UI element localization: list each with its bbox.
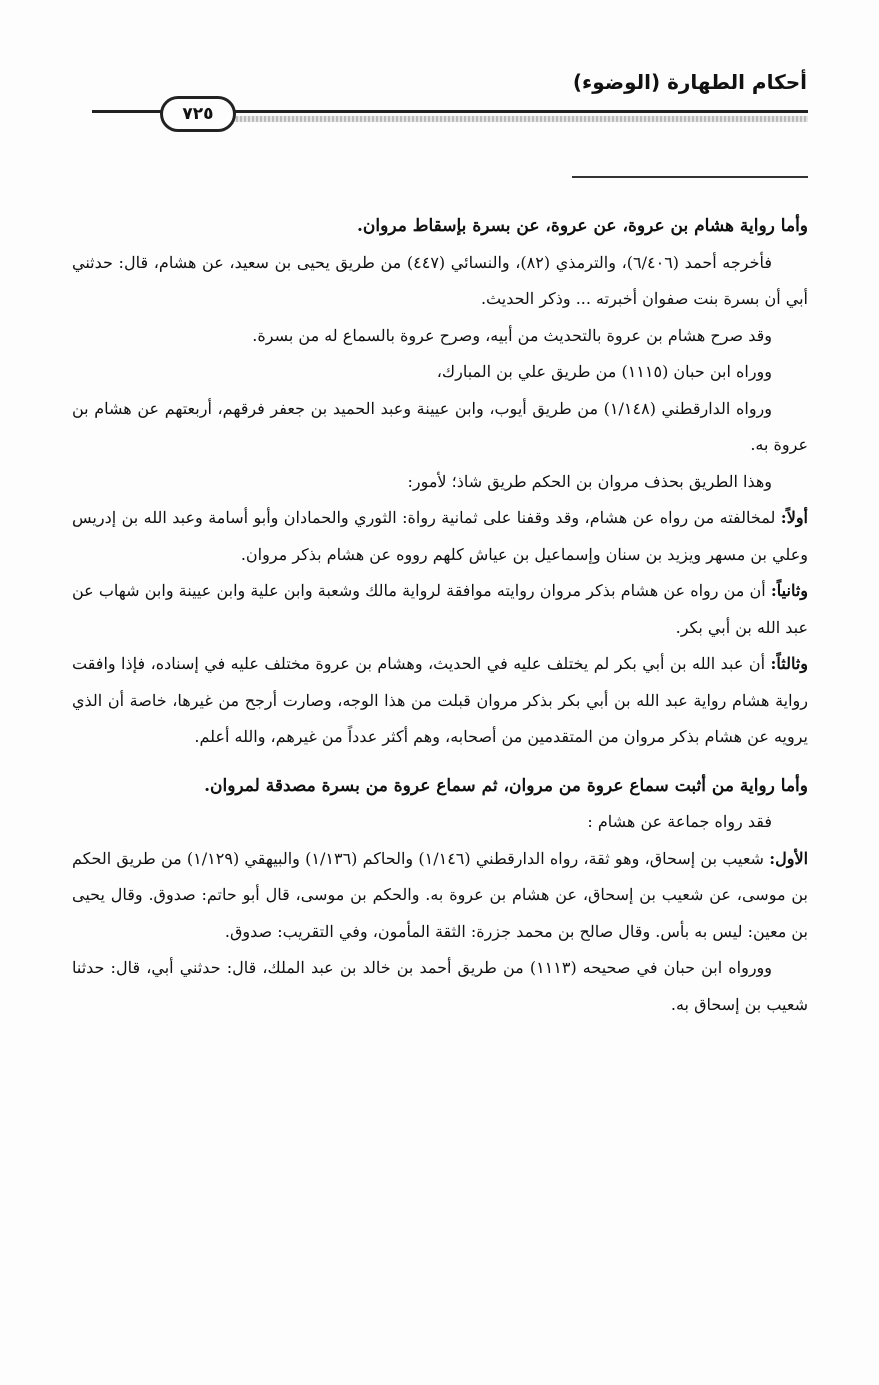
- paragraph: فقد رواه جماعة عن هشام :: [587, 812, 772, 831]
- point-text: شعيب بن إسحاق، وهو ثقة، رواه الدارقطني (١/١٤٦) والحاكم (١/١٣٦) والبيهقي (١/١٢٩) من طريق الحكم بن موسى، عن شعيب بن إسحاق، عن هشام بن عروة به. والحكم بن موسى، قال أبو حاتم: صدوق. وقال يحيى بن معين: ليس به بأس. وقال صالح بن محمد جزرة: الثقة المأمون، وفي التقريب: صدوق.: [72, 848, 809, 941]
- point-lead: وثالثاً:: [770, 654, 808, 673]
- header-shading: [232, 116, 808, 122]
- point-paragraph: [72, 841, 808, 951]
- page-body: [72, 208, 808, 1023]
- paragraph: ووراه ابن حبان (١١١٥) من طريق علي بن المبارك،: [436, 362, 772, 381]
- paragraph: وهذا الطريق بحذف مروان بن الحكم طريق شاذ؛ لأمور:: [407, 471, 772, 491]
- paragraph: وورواه ابن حبان في صحيحه (١١١٣) من طريق أحمد بن خالد بن عبد الملك، قال: حدثني أبي، قال: حدثنا شعيب بن إسحاق به.: [72, 958, 808, 1014]
- page-number: ٧٢٥: [160, 96, 236, 132]
- paragraph: ورواه الدارقطني (١/١٤٨) من طريق أيوب، وابن عيينة وعبد الحميد بن جعفر فرقهم، أربعتهم عن هشام بن عروة به.: [72, 398, 808, 454]
- point-paragraph: [72, 646, 808, 756]
- section-heading: وأما رواية من أثبت سماع عروة من مروان، ثم سماع عروة من بسرة مصدقة لمروان.: [204, 775, 808, 796]
- paragraph: فأخرجه أحمد (٦/٤٠٦)، والترمذي (٨٢)، والنسائي (٤٤٧) من طريق يحيى بن سعيد، عن هشام، قال: حدثني أبي أن بسرة بنت صفوان أخبرته ... وذكر الحديث.: [72, 252, 808, 308]
- paragraph: وقد صرح هشام بن عروة بالتحديث من أبيه، وصرح عروة بالسماع له من بسرة.: [252, 325, 772, 345]
- point-lead: أولاً:: [780, 508, 808, 527]
- point-lead: وثانياً:: [770, 581, 809, 600]
- point-lead: الأول:: [769, 848, 809, 868]
- point-text: لمخالفته من رواه عن هشام، وقد وقفنا على ثمانية رواة: الثوري والحمادان وأبو أسامة وعبد الله بن إدريس وعلي بن مسهر ويزيد بن سنان وإسماعيل بن عياش كلهم رووه عن هشام بذكر مروان.: [72, 508, 808, 564]
- point-text: أن من رواه عن هشام بذكر مروان روايته موافقة لرواية مالك وشعبة وابن علية وابن عيينة وابن شهاب عن عبد الله بن أبي بكر.: [72, 581, 808, 637]
- point-paragraph: [72, 500, 808, 573]
- section-heading: وأما رواية هشام بن عروة، عن عروة، عن بسرة بإسقاط مروان.: [357, 216, 808, 236]
- point-text: أن عبد الله بن أبي بكر لم يختلف عليه في الحديث، وهشام بن عروة مختلف عليه في إسناده، فإذا وافقت رواية هشام رواية عبد الله بن أبي بكر بذكر مروان قبلت من هذا الوجه، وصارت أرجح من غيرها، خاصة أن الذي يرويه عن هشام بذكر مروان من المتقدمين من أصحابه، وهم أكثر عدداً من غيرهم، والله أعلم.: [72, 654, 809, 746]
- point-paragraph: [72, 573, 808, 646]
- separator-line: [572, 176, 808, 178]
- book-title: أحكام الطهارة (الوضوء): [572, 70, 807, 94]
